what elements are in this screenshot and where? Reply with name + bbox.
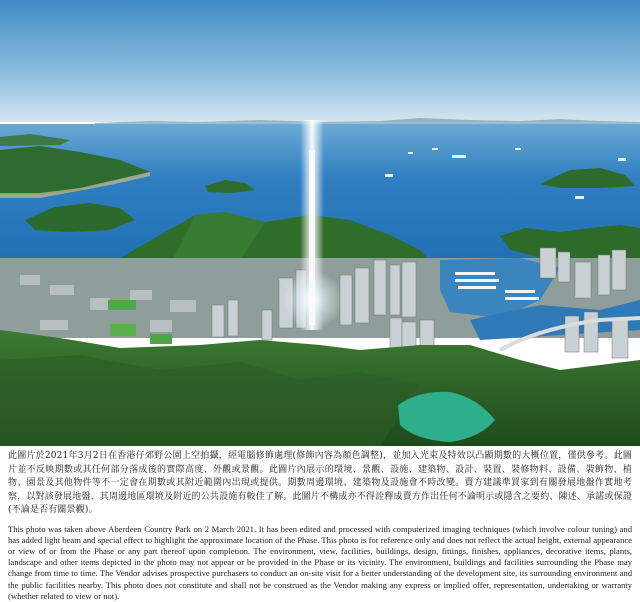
disclaimer-english: This photo was taken above Aberdeen Country Park on 2 March 2021. It has been edited and processed with computerized imaging techniques (which involve colour tuning) and has added light beam and special effect to highlight the approximate location of the Phase. This photo is for reference only and does not reflect the actual height, external appearance or view of or from the Phase or any part thereof upon completion. The environment, view, facilities, buildings, design, fittings, finishes, appliances, decorative items, plants, landscape and other items depicted in the photo may not appear or be provided in the Phase or its vicinity. The environment, buildings and facilities surrounding the Phase may change from time to time. The Vendor advises prospective purchasers to conduct an on-site visit for a better understanding of the development site, its surrounding environment and the public facilities nearby. This photo does not constitute and shall not be construed as the Vendor making any express or implied offer, representation, undertaking or warranty (whether related to view or not). [8, 523, 632, 601]
disclaimer-chinese: 此圖片於2021年3月2日在香港仔郊野公園上空拍攝，經電腦修飾處理(修飾內容為顏色調整)，並加入光束及特效以凸顯期數的大概位置，僅供參考。此圖片並不反映期數或其任何部分落成後的實際高度、外觀或景觀。此圖片內展示的環境、景觀、設施、建築物、設計、裝置、裝修物料、設備、裝飾物、植物、園景及其他物件等不一定會在期數或其附近範圍內出現或提供。期數周邊環境、建築物及設施會不時改變。賣方建議準買家到有關發展地盤作實地考察，以對該發展地盤、其周邊地區環境及附近的公共設施有較佳了解。此圖片不構成亦不得詮釋成賣方作出任何不論明示或隱含之要約、陳述、承諾或保證(不論是否有關景觀)。 [8, 451, 632, 515]
light-glow [282, 270, 342, 330]
sky [0, 0, 640, 122]
sports-field-2 [110, 324, 136, 336]
sports-field-1 [108, 300, 136, 310]
sports-field-3 [150, 334, 172, 344]
disclaimer [0, 448, 640, 601]
